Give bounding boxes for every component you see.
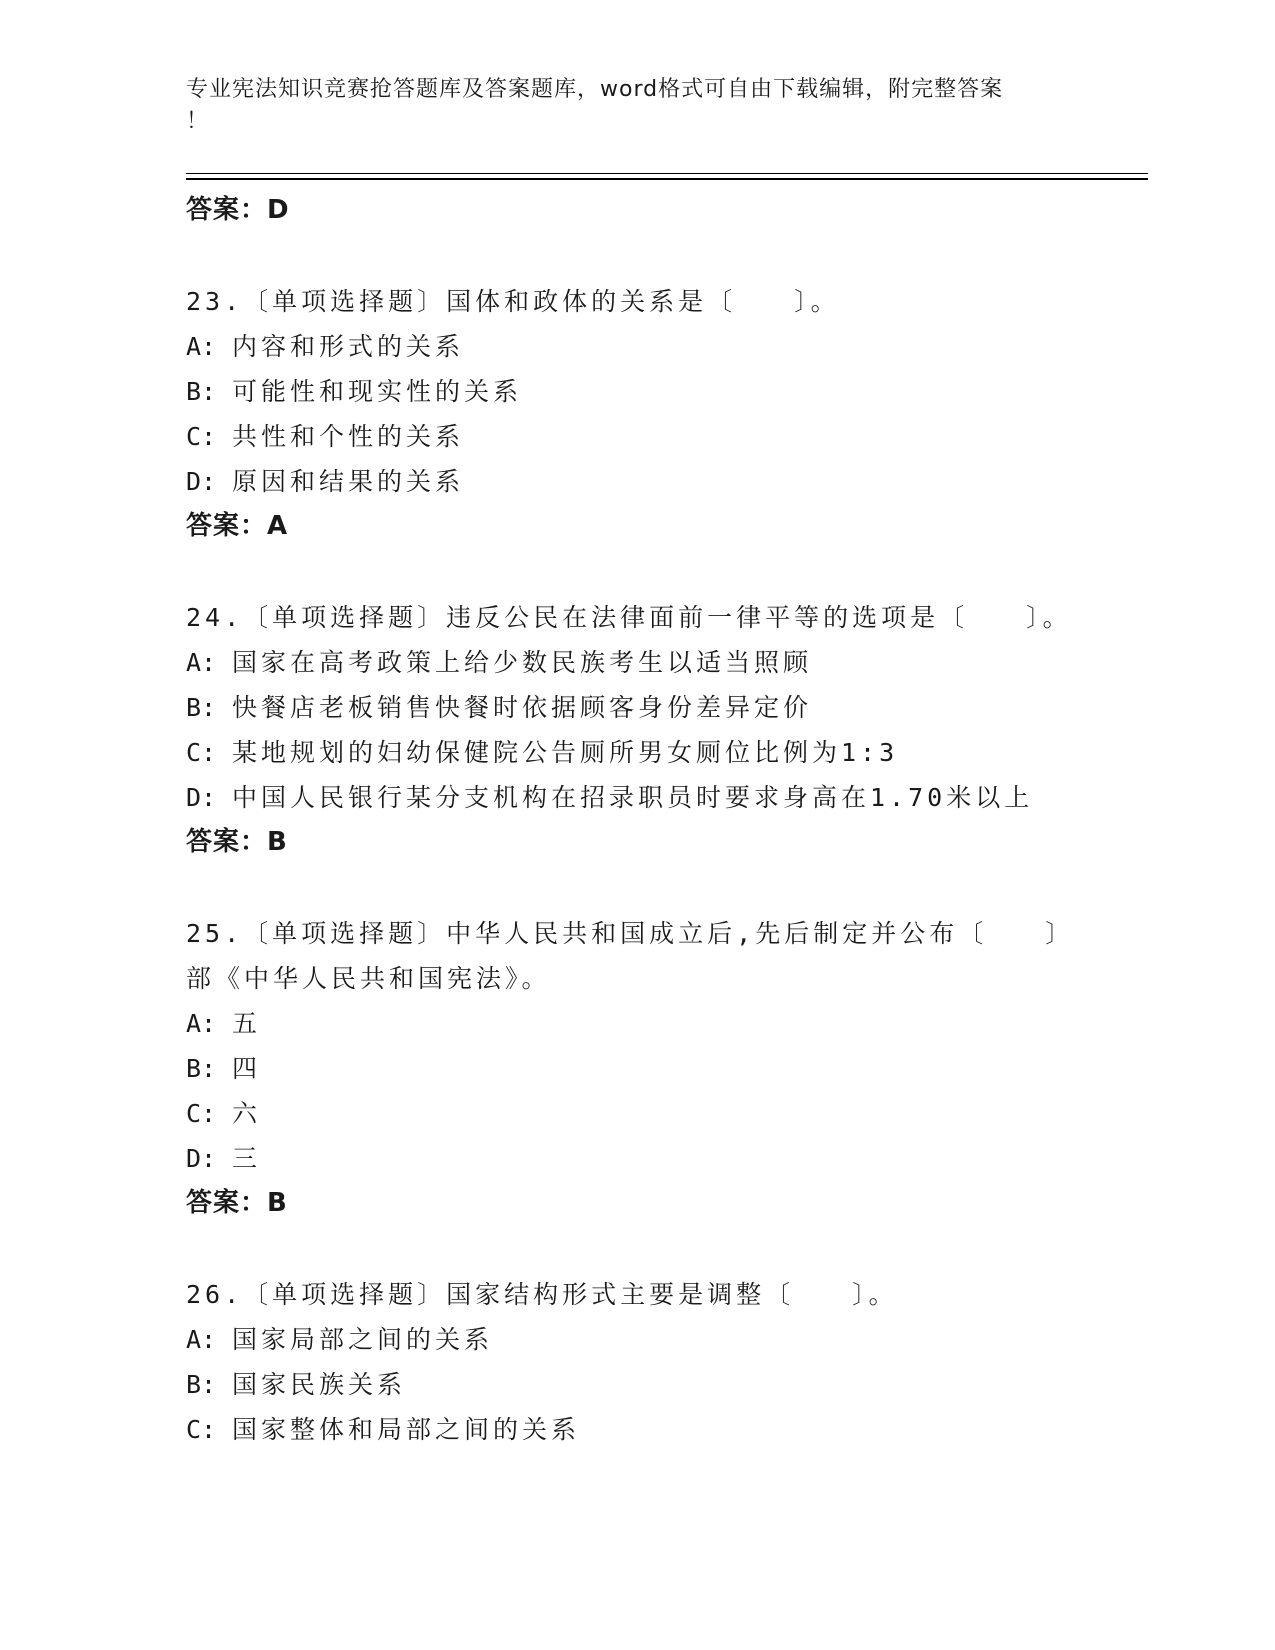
option-d xyxy=(186,459,1086,504)
answer-value: B xyxy=(267,827,287,857)
option-key: A: xyxy=(186,332,217,361)
option-text: 国家在高考政策上给少数民族考生以适当照顾 xyxy=(232,648,813,677)
option-text: 内容和形式的关系 xyxy=(232,332,465,361)
option-b xyxy=(186,1046,1086,1091)
question-stem: 23.〔单项选择题〕国体和政体的关系是〔 〕。 xyxy=(186,287,840,316)
option-a xyxy=(186,640,1086,685)
option-d xyxy=(186,1136,1086,1181)
option-key: D: xyxy=(186,783,217,812)
option-key: B: xyxy=(186,1370,217,1399)
option-text: 国家民族关系 xyxy=(232,1370,407,1399)
option-key: A: xyxy=(186,1325,217,1354)
option-key: D: xyxy=(186,1144,217,1173)
answer-line xyxy=(186,188,1086,233)
answer-line xyxy=(186,504,1086,549)
option-a xyxy=(186,1317,1086,1362)
page-header xyxy=(186,74,1066,138)
option-b xyxy=(186,1362,1086,1407)
question-list xyxy=(186,188,1086,1452)
answer-label: 答案： xyxy=(186,1188,268,1218)
option-text: 四 xyxy=(232,1054,262,1083)
answer-label: 答案： xyxy=(186,827,268,857)
answer-line xyxy=(186,1181,1086,1226)
option-key: B: xyxy=(186,693,217,722)
option-b xyxy=(186,685,1086,730)
answer-value: D xyxy=(267,195,289,225)
option-text: 可能性和现实性的关系 xyxy=(232,377,523,406)
option-key: A: xyxy=(186,648,217,677)
option-b xyxy=(186,369,1086,414)
option-text: 共性和个性的关系 xyxy=(232,422,465,451)
option-d xyxy=(186,775,1086,820)
option-text: 六 xyxy=(232,1099,262,1128)
option-a xyxy=(186,1001,1086,1046)
option-text: 中国人民银行某分支机构在招录职员时要求身高在1.70米以上 xyxy=(232,783,1034,812)
option-key: A: xyxy=(186,1009,217,1038)
option-key: C: xyxy=(186,1099,217,1128)
question-stem: 26.〔单项选择题〕国家结构形式主要是调整〔 〕。 xyxy=(186,1280,898,1309)
answer-value: B xyxy=(267,1188,287,1218)
option-key: C: xyxy=(186,738,217,767)
option-text: 某地规划的妇幼保健院公告厕所男女厕位比例为1:3 xyxy=(232,738,899,767)
option-text: 国家整体和局部之间的关系 xyxy=(232,1415,581,1444)
option-key: B: xyxy=(186,1054,217,1083)
question-stem: 25.〔单项选择题〕中华人民共和国成立后,先后制定并公布〔 〕部《中华人民共和国宪法》。 xyxy=(186,919,1075,993)
answer-line xyxy=(186,820,1086,865)
question-stem: 24.〔单项选择题〕违反公民在法律面前一律平等的选项是〔 〕。 xyxy=(186,603,1072,632)
option-c xyxy=(186,1407,1086,1452)
header-rule-thick xyxy=(186,178,1148,180)
option-text: 国家局部之间的关系 xyxy=(232,1325,494,1354)
option-text: 原因和结果的关系 xyxy=(232,467,465,496)
option-key: B: xyxy=(186,377,217,406)
answer-label: 答案： xyxy=(186,195,268,225)
option-text: 快餐店老板销售快餐时依据顾客身份差异定价 xyxy=(232,693,813,722)
option-c xyxy=(186,414,1086,459)
option-key: C: xyxy=(186,422,217,451)
answer-value: A xyxy=(267,511,288,541)
option-text: 三 xyxy=(232,1144,262,1173)
header-rule-thin xyxy=(186,173,1148,174)
option-key: D: xyxy=(186,467,217,496)
option-a xyxy=(186,324,1086,369)
option-key: C: xyxy=(186,1415,217,1444)
option-text: 五 xyxy=(232,1009,262,1038)
answer-label: 答案： xyxy=(186,511,268,541)
header-line-2: ！ xyxy=(186,109,210,134)
header-line-1: 专业宪法知识竞赛抢答题库及答案题库，word格式可自由下载编辑，附完整答案 xyxy=(186,77,1004,102)
option-c xyxy=(186,1091,1086,1136)
option-c xyxy=(186,730,1086,775)
